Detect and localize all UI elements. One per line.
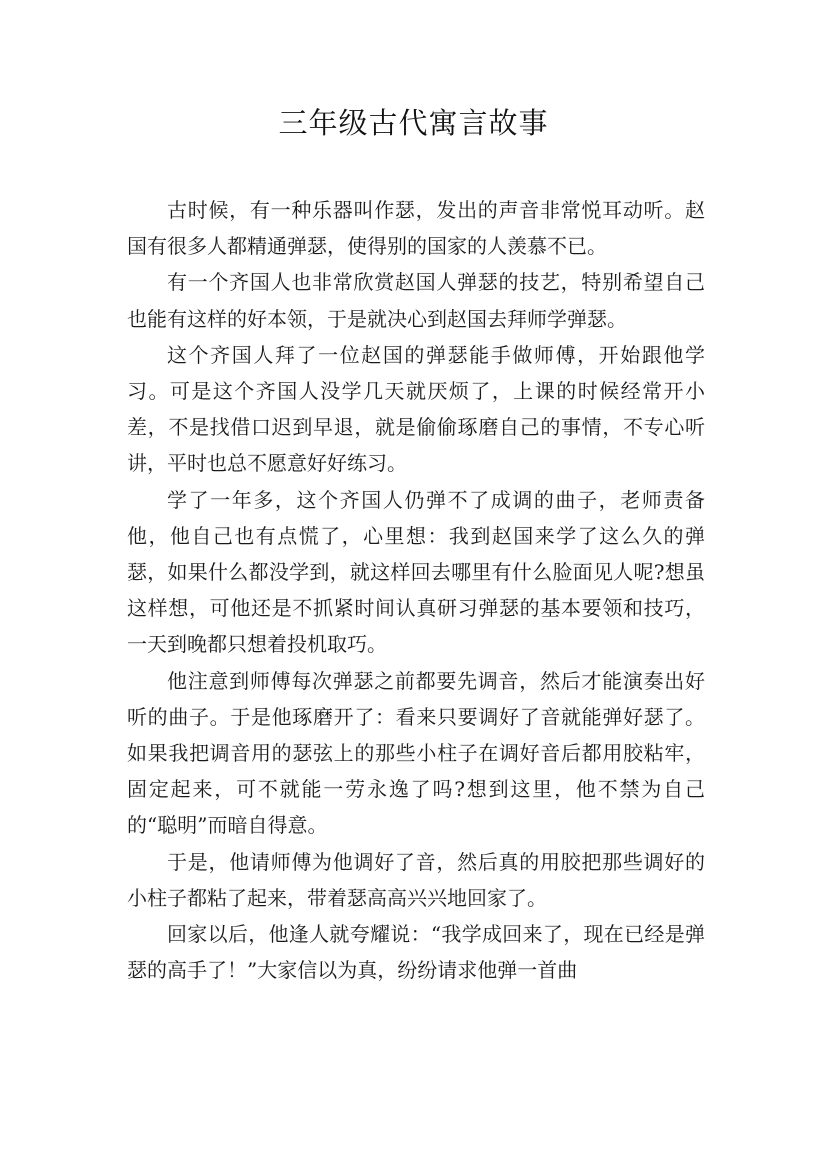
paragraph: 回家以后，他逢人就夸耀说：“我学成回来了，现在已经是弹瑟的高手了！”大家信以为真，纷纷请求他弹一首曲 [127,922,705,983]
document-title: 三年级古代寓言故事 [278,106,549,140]
paragraph: 于是，他请师傅为他调好了音，然后真的用胶把那些调好的小柱子都粘了起来，带着瑟高高兴兴地回家了。 [127,849,705,910]
paragraph: 学了一年多，这个齐国人仍弹不了成调的曲子，老师责备他，他自己也有点慌了，心里想：我到赵国来学了这么久的弹瑟，如果什么都没学到，就这样回去哪里有什么脸面见人呢?想虽这样想，可他还是不抓紧时间认真研习弹瑟的基本要领和技巧，一天到晚都只想着投机取巧。 [127,487,705,657]
paragraph: 古时候，有一种乐器叫作瑟，发出的声音非常悦耳动听。赵国有很多人都精通弹瑟，使得别的国家的人羡慕不已。 [127,198,705,259]
document-body [127,192,705,988]
paragraph: 有一个齐国人也非常欣赏赵国人弹瑟的技艺，特别希望自己也能有这样的好本领，于是就决心到赵国去拜师学弹瑟。 [127,270,705,331]
paragraph: 他注意到师傅每次弹瑟之前都要先调音，然后才能演奏出好听的曲子。于是他琢磨开了：看来只要调好了音就能弹好瑟了。如果我把调音用的瑟弦上的那些小柱子在调好音后都用胶粘牢，固定起来，可不就能一劳永逸了吗?想到这里，他不禁为自己的“聪明”而暗自得意。 [127,668,705,838]
paragraph: 这个齐国人拜了一位赵国的弹瑟能手做师傅，开始跟他学习。可是这个齐国人没学几天就厌烦了，上课的时候经常开小差，不是找借口迟到早退，就是偷偷琢磨自己的事情，不专心听讲，平时也总不愿意好好练习。 [127,342,705,476]
